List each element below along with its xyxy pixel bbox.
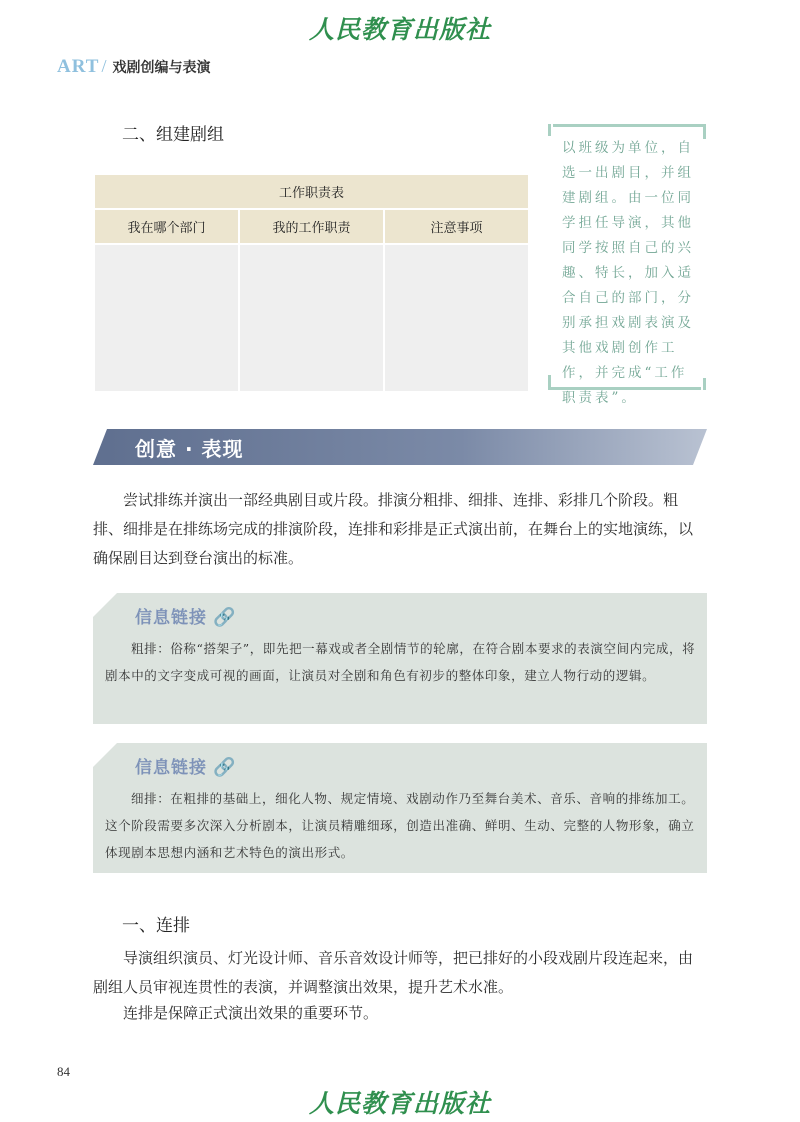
table-caption: 工作职责表 bbox=[94, 174, 529, 209]
side-note-border-br bbox=[703, 378, 706, 390]
info-box-rough-rehearsal bbox=[93, 593, 707, 724]
info-box-title-text: 信息链接 bbox=[135, 758, 207, 778]
publisher-logo-top: 人民教育出版社 bbox=[308, 15, 491, 44]
table-header-duty: 我的工作职责 bbox=[239, 209, 384, 244]
section-banner bbox=[93, 429, 707, 465]
table-cell-duty[interactable] bbox=[239, 244, 384, 392]
table-cell-notes[interactable] bbox=[384, 244, 529, 392]
link-icon: 🔗 bbox=[213, 607, 237, 628]
running-header bbox=[57, 56, 210, 78]
duty-table bbox=[93, 173, 530, 393]
info-box-fold bbox=[93, 743, 117, 767]
info-box-fold bbox=[93, 593, 117, 617]
side-note-text: 以班级为单位，自选一出剧目，并组建剧组。由一位同学担任导演，其他同学按照自己的兴趣、特长，加入适合自己的部门，分别承担戏剧表演及其他戏剧创作工作，并完成“工作职责表”。 bbox=[562, 140, 694, 406]
publisher-logo-bottom: 人民教育出版社 bbox=[308, 1089, 491, 1118]
series-label: ART bbox=[57, 56, 100, 77]
info-box-text: 粗排：俗称“搭架子”，即先把一幕戏或者全剧情节的轮廓，在符合剧本要求的表演空间内完成，将剧本中的文字变成可视的画面，让演员对全剧和角色有初步的整体印象，建立人物行动的逻辑。 bbox=[105, 641, 696, 683]
intro-paragraph: 尝试排练并演出一部经典剧目或片段。排演分粗排、细排、连排、彩排几个阶段。粗排、细排是在排练场完成的排演阶段，连排和彩排是正式演出前，在舞台上的实地演练，以确保剧目达到登台演出的标准。 bbox=[93, 491, 694, 567]
book-title: 戏剧创编与表演 bbox=[112, 60, 211, 76]
info-box-title-text: 信息链接 bbox=[135, 608, 207, 628]
header-slash: / bbox=[101, 56, 107, 76]
side-note-border-tl bbox=[548, 124, 551, 136]
page-number: 84 bbox=[57, 1064, 70, 1079]
run-through-summary: 连排是保障正式演出效果的重要环节。 bbox=[123, 1004, 379, 1022]
table-header-notes: 注意事项 bbox=[384, 209, 529, 244]
info-box-title bbox=[135, 753, 236, 778]
info-box-fine-rehearsal bbox=[93, 743, 707, 873]
info-box-title bbox=[135, 603, 236, 628]
link-icon: 🔗 bbox=[213, 757, 237, 778]
banner-title: 创意 · 表现 bbox=[135, 437, 244, 461]
table-cell-department[interactable] bbox=[94, 244, 239, 392]
section-title-run-through: 一、连排 bbox=[122, 916, 190, 936]
table-header-department: 我在哪个部门 bbox=[94, 209, 239, 244]
side-note bbox=[548, 124, 706, 406]
info-box-text: 细排：在粗排的基础上，细化人物、规定情境、戏剧动作乃至舞台美术、音乐、音响的排练加工。这个阶段需要多次深入分析剧本，让演员精雕细琢，创造出准确、鲜明、生动、完整的人物形象，确立体现剧本思想内涵和艺术特色的演出形式。 bbox=[105, 791, 695, 860]
run-through-paragraph: 导演组织演员、灯光设计师、音乐音效设计师等，把已排好的小段戏剧片段连起来，由剧组人员审视连贯性的表演，并调整演出效果，提升艺术水准。 bbox=[93, 949, 694, 996]
section-title-form-crew: 二、组建剧组 bbox=[122, 125, 224, 145]
